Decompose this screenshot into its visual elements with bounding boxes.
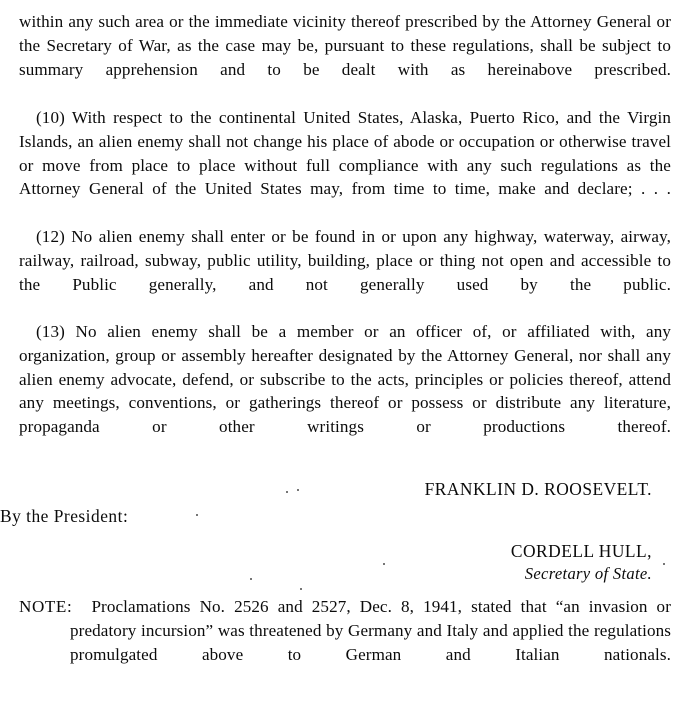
scan-speckle [663,563,665,565]
note-label: NOTE: [19,597,92,616]
secretary-title-row [0,562,652,585]
president-signature-row [0,478,652,501]
president-name: FRANKLIN D. ROOSEVELT. [424,479,652,499]
secretary-title: Secretary of State. [524,564,652,583]
paragraph-item-13: (13) No alien enemy shall be a member or an officer of, or affiliated with, any organization, group or assembly hereafter designated by the Attorney General, nor shall any alien enemy advocate, defend, or subscribe to the acts, principles or policies thereof, attend any meetings, conventions, or gatherings thereof or possess or distribute any literature, propaganda or other writings or productions thereof. [19,322,671,437]
note-text: Proclamations No. 2526 and 2527, Dec. 8, 1941, stated that “an invasion or predatory incursion” was threatened by Germany and Italy and applied the regulations promulgated above to German and Italian nationals. [70,597,672,664]
secretary-name: CORDELL HULL, [510,541,652,561]
note-paragraph [19,595,671,690]
paragraph-item-12: (12) No alien enemy shall enter or be found in or upon any highway, waterway, airway, railway, railroad, subway, public utility, building, place or thing not open and accessible to the Public generally, and not generally used by the public. [19,227,671,294]
scan-speckle [300,588,302,590]
secretary-signature-row [0,540,652,563]
note-block [19,595,671,690]
by-the-president-row [0,505,330,528]
by-the-president-label: By the President: [0,506,129,526]
paragraph-item-10: (10) With respect to the continental United States, Alaska, Puerto Rico, and the Virgin Islands, an alien enemy shall not change his place of abode or occupation or otherwise travel or move from place to place without full compliance with any such regulations as the Attorney General of the United States may, from time to time, make and declare; . . . [19,108,671,199]
paragraph-continuation: within any such area or the immediate vicinity thereof prescribed by the Attorney General or the Secretary of War, as the case may be, pursuant to these regulations, shall be subject to summary apprehension and to be dealt with as hereinabove prescribed. [19,12,671,79]
